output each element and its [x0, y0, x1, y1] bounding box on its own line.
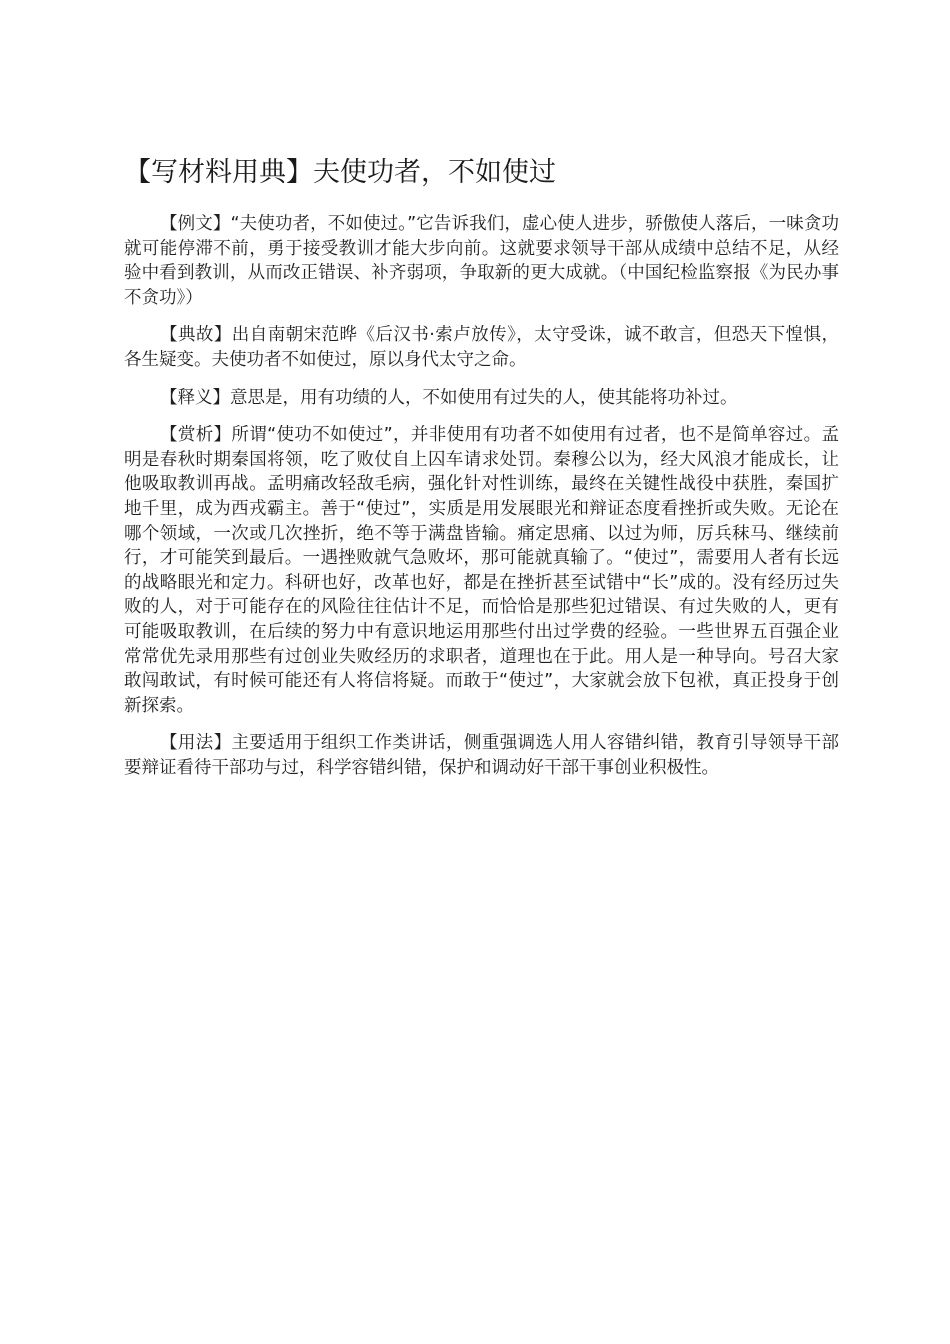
document-title: 【写材料用典】夫使功者，不如使过: [124, 157, 556, 188]
example-paragraph: 【例文】“夫使功者，不如使过。”它告诉我们，虚心使人进步，骄傲使人落后，一味贪功就可能停滞不前，勇于接受教训才能大步向前。这就要求领导干部从成绩中总结不足，从经验中看到教训，从而改正错误、补齐弱项，争取新的更大成就。（中国纪检监察报《为民办事不贪功》）: [124, 214, 839, 308]
meaning-paragraph: 【释义】意思是，用有功绩的人，不如使用有过失的人，使其能将功补过。: [160, 387, 738, 408]
usage-paragraph: 【用法】主要适用于组织工作类讲话，侧重强调选人用人容错纠错，教育引导领导干部要辩证看待干部功与过，科学容错纠错，保护和调动好干部干事创业积极性。: [124, 733, 839, 778]
analysis-paragraph: 【赏析】所谓“使功不如使过”，并非使用有功者不如使用有过者，也不是简单容过。孟明是春秋时期秦国将领，吃了败仗自上囚车请求处罚。秦穆公以为，经大风浪才能成长，让他吸取教训再战。孟明痛改轻敌毛病，强化针对性训练，最终在关键性战役中获胜，秦国扩地千里，成为西戎霸主。善于“使过”，实质是用发展眼光和辩证态度看挫折或失败。无论在哪个领域，一次或几次挫折，绝不等于满盘皆输。痛定思痛、以过为师，厉兵秣马、继续前行，才可能笑到最后。一遇挫败就气急败坏，那可能就真输了。“使过”，需要用人者有长远的战略眼光和定力。科研也好，改革也好，都是在挫折甚至试错中“长”成的。没有经历过失败的人，对于可能存在的风险往往估计不足，而恰恰是那些犯过错误、有过失败的人，更有可能吸取教训，在后续的努力中有意识地运用那些付出过学费的经验。一些世界五百强企业常常优先录用那些有过创业失败经历的求职者，道理也在于此。用人是一种导向。号召大家敢闯敢试，有时候可能还有人将信将疑。而敢于“使过”，大家就会放下包袱，真正投身于创新探索。: [124, 425, 839, 716]
allusion-paragraph: 【典故】出自南朝宋范晔《后汉书·索卢放传》，太守受诛，诚不敢言，但恐天下惶惧，各生疑变。夫使功者不如使过，原以身代太守之命。: [124, 325, 839, 370]
document-body: [124, 212, 839, 793]
